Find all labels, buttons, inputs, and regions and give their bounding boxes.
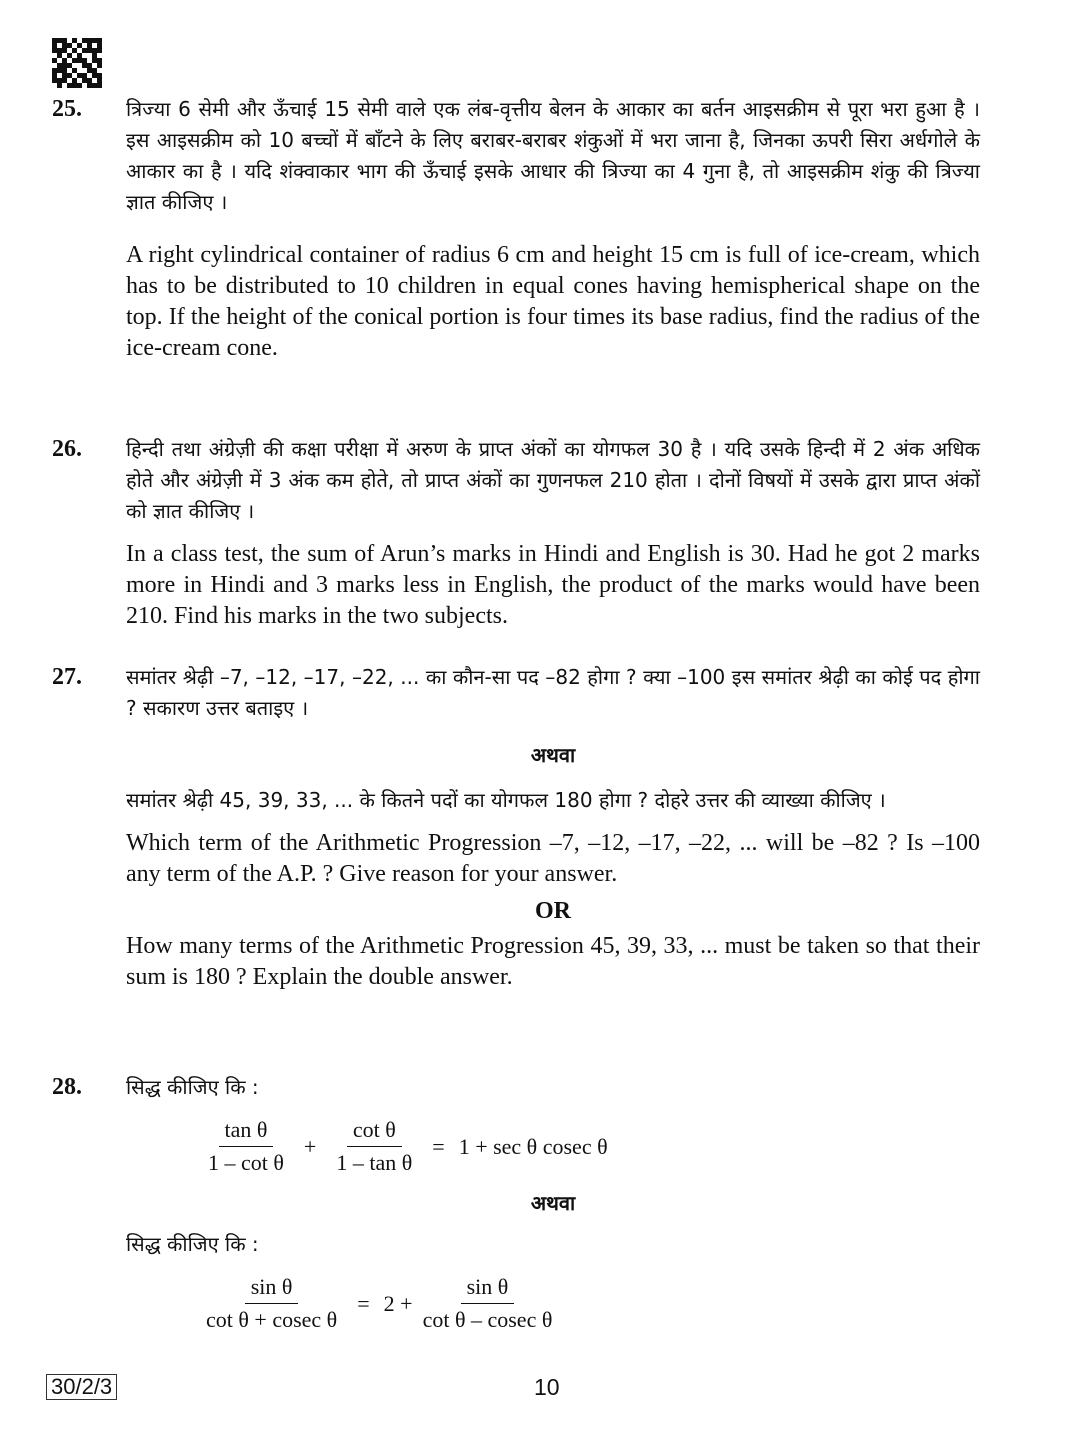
formula-1 bbox=[202, 1117, 980, 1176]
formula-2 bbox=[200, 1274, 980, 1333]
question-text-hindi: हिन्दी तथा अंग्रेज़ी की कक्षा परीक्षा में अरुण के प्राप्त अंकों का योगफल 30 है । यदि उसके हिन्दी में 2 अंक अधिक होते और अंग्रेज़ी में 3 अंक कम होते, तो प्राप्त अंकों का गुणनफल 210 होता । दोनों विषयों में उसके द्वारा प्राप्त अंकों को ज्ञात कीजिए । bbox=[126, 437, 980, 523]
fraction-tan-over-1-minus-cot bbox=[202, 1117, 290, 1176]
formula-rhs: 1 + sec θ cosec θ bbox=[458, 1133, 608, 1159]
equals-sign: = bbox=[432, 1133, 445, 1159]
prove-label-hindi: सिद्ध कीजिए कि : bbox=[126, 1075, 259, 1099]
formula-rhs-prefix: 2 + bbox=[383, 1290, 413, 1316]
paper-code: 30/2/3 bbox=[46, 1374, 117, 1400]
question-27 bbox=[52, 662, 980, 993]
fraction-sin-over-cot-minus-cosec bbox=[417, 1274, 559, 1333]
or-divider-english: OR bbox=[535, 898, 571, 924]
question-26 bbox=[52, 434, 980, 632]
question-28 bbox=[52, 1072, 980, 1333]
numerator: sin θ bbox=[461, 1274, 515, 1304]
question-alt-text-hindi: समांतर श्रेढ़ी 45, 39, 33, ... के कितने पदों का योगफल 180 होगा ? दोहरे उत्तर की व्याख्या कीजिए । bbox=[126, 788, 886, 812]
fraction-sin-over-cot-plus-cosec bbox=[200, 1274, 343, 1333]
equals-sign: = bbox=[357, 1290, 370, 1316]
question-25 bbox=[52, 94, 980, 364]
question-text-english: Which term of the Arithmetic Progression –7, –12, –17, –22, ... will be –82 ? Is –100 any term of the A.P. ? Give reason for your answer. bbox=[126, 830, 980, 887]
question-number: 25. bbox=[52, 96, 82, 122]
question-number: 28. bbox=[52, 1074, 82, 1100]
prove-label-hindi-2: सिद्ध कीजिए कि : bbox=[126, 1232, 259, 1256]
plus-sign: + bbox=[303, 1133, 317, 1159]
qr-code-icon bbox=[52, 38, 102, 88]
or-divider-hindi: अथवा bbox=[530, 743, 576, 767]
question-number: 26. bbox=[52, 436, 82, 462]
question-text-english: In a class test, the sum of Arun’s marks in Hindi and English is 30. Had he got 2 marks more in Hindi and 3 marks less in English, the product of the marks would have been 210. Find his marks in the two subjects. bbox=[126, 541, 980, 629]
question-text-hindi: त्रिज्या 6 सेमी और ऊँचाई 15 सेमी वाले एक लंब-वृत्तीय बेलन के आकार का बर्तन आइसक्रीम से पूरा भरा हुआ है । इस आइसक्रीम को 10 बच्चों में बाँटने के लिए बराबर-बराबर शंकुओं में भरा जाना है, जिनका ऊपरी सिरा अर्धगोले के आकार का है । यदि शंक्वाकार भाग की ऊँचाई इसके आधार की त्रिज्या का 4 गुना है, तो आइसक्रीम शंकु की त्रिज्या ज्ञात कीजिए । bbox=[126, 97, 980, 214]
numerator: sin θ bbox=[245, 1274, 299, 1304]
page-number: 10 bbox=[534, 1374, 560, 1400]
denominator: 1 – tan θ bbox=[336, 1150, 413, 1175]
denominator: 1 – cot θ bbox=[208, 1150, 284, 1175]
question-alt-text-english: How many terms of the Arithmetic Progression 45, 39, 33, ... must be taken so that their sum is 180 ? Explain the double answer. bbox=[126, 933, 980, 990]
denominator: cot θ – cosec θ bbox=[422, 1307, 553, 1332]
numerator: tan θ bbox=[219, 1117, 274, 1147]
question-text-hindi: समांतर श्रेढ़ी –7, –12, –17, –22, ... का कौन-सा पद –82 होगा ? क्या –100 इस समांतर श्रेढ़ी का कोई पद होगा ? सकारण उत्तर बताइए । bbox=[126, 665, 980, 720]
or-divider-hindi: अथवा bbox=[530, 1191, 576, 1215]
denominator: cot θ + cosec θ bbox=[206, 1307, 338, 1332]
numerator: cot θ bbox=[347, 1117, 402, 1147]
question-text-english: A right cylindrical container of radius 6 cm and height 15 cm is full of ice-cream, which has to be distributed to 10 children in equal cones having hemispherical shape on the top. If the height of the conical portion is four times its base radius, find the radius of the ice-cream cone. bbox=[126, 242, 980, 361]
fraction-cot-over-1-minus-tan bbox=[330, 1117, 418, 1176]
question-number: 27. bbox=[52, 664, 82, 690]
